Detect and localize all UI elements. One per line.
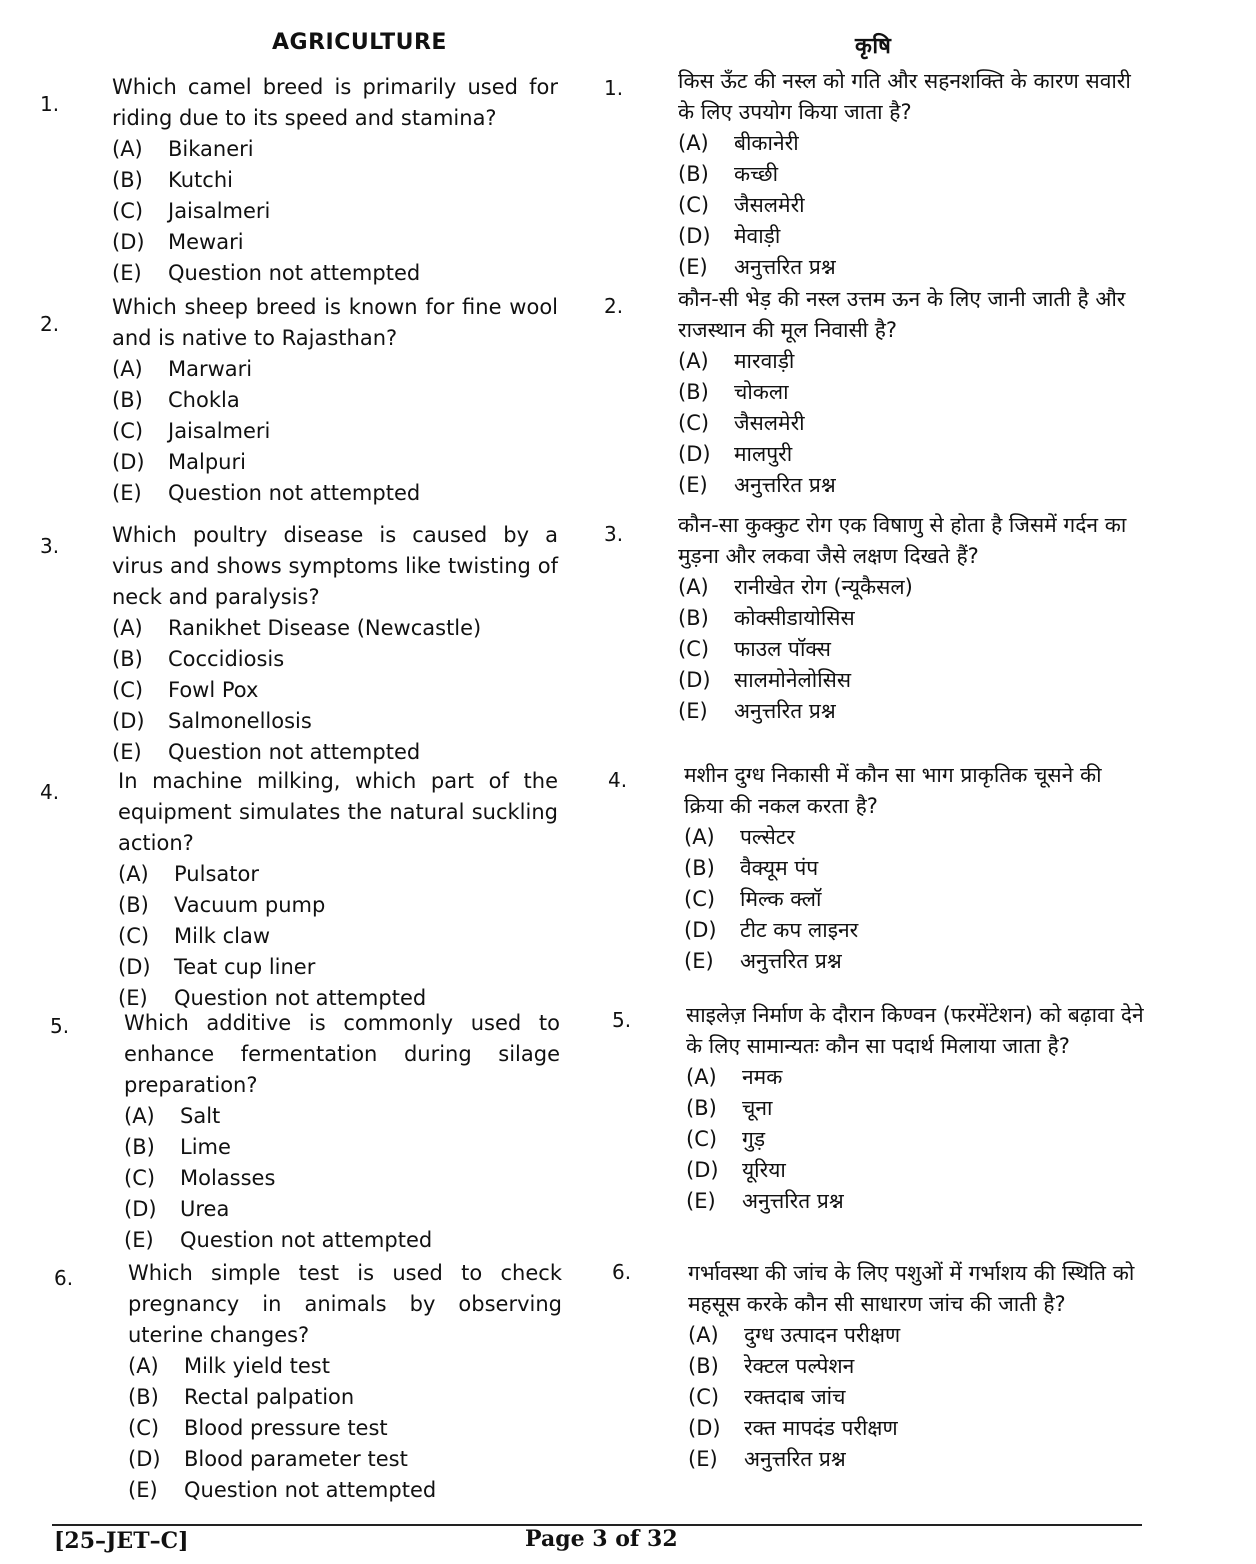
option-a: (A) Milk yield test xyxy=(128,1354,330,1378)
question-text: Which additive is commonly used to enhance fermentation during silage preparation? xyxy=(124,1011,560,1097)
option-b: (B) Kutchi xyxy=(112,168,233,192)
option-e: (E) Question not attempted xyxy=(118,986,427,1010)
option-e: (E) अनुत्तरित प्रश्न xyxy=(678,699,836,723)
option-d: (D) Mewari xyxy=(112,230,244,254)
option-c: (C) रक्तदाब जांच xyxy=(688,1385,846,1409)
option-e: (E) Question not attempted xyxy=(128,1478,437,1502)
option-b: (B) Rectal palpation xyxy=(128,1385,355,1409)
question-text: साइलेज़ निर्माण के दौरान किण्वन (फरमेंटेशन) को बढ़ावा देने के लिए सामान्यतः कौन सा पदार्थ मिलाया जाता है? xyxy=(686,1003,1144,1058)
question-number: 1. xyxy=(40,92,60,116)
question-body xyxy=(678,284,1138,501)
question-number: 4. xyxy=(40,780,60,804)
option-a: (A) Marwari xyxy=(112,357,253,381)
option-c: (C) जैसलमेरी xyxy=(678,411,805,435)
option-e: (E) Question not attempted xyxy=(112,261,421,285)
question-text: Which poultry disease is caused by a virus and shows symptoms like twisting of neck and paralysis? xyxy=(112,523,558,609)
option-a: (A) रानीखेत रोग (न्यूकैसल) xyxy=(678,575,913,599)
option-b: (B) चूना xyxy=(686,1096,773,1120)
question-number: 2. xyxy=(604,294,624,318)
option-d: (D) Malpuri xyxy=(112,450,246,474)
english-heading: AGRICULTURE xyxy=(272,30,447,55)
question-text: कौन-सा कुक्कुट रोग एक विषाणु से होता है जिसमें गर्दन का मुड़ना और लकवा जैसे लक्षण दिखते हैं? xyxy=(678,513,1127,568)
option-c: (C) मिल्क क्लॉ xyxy=(684,887,822,911)
option-c: (C) Milk claw xyxy=(118,924,271,948)
option-b: (B) Vacuum pump xyxy=(118,893,326,917)
option-c: (C) फाउल पॉक्स xyxy=(678,637,831,661)
option-b: (B) कच्छी xyxy=(678,162,779,186)
option-d: (D) मेवाड़ी xyxy=(678,224,781,248)
option-e: (E) अनुत्तरित प्रश्न xyxy=(686,1189,844,1213)
option-b: (B) कोक्सीडायोसिस xyxy=(678,606,855,630)
option-a: (A) Salt xyxy=(124,1104,221,1128)
option-e: (E) अनुत्तरित प्रश्न xyxy=(684,949,842,973)
option-b: (B) वैक्यूम पंप xyxy=(684,856,819,880)
option-a: (A) मारवाड़ी xyxy=(678,349,795,373)
question-body xyxy=(684,760,1144,977)
option-b: (B) Coccidiosis xyxy=(112,647,285,671)
option-a: (A) नमक xyxy=(686,1065,783,1089)
option-b: (B) रेक्टल पल्पेशन xyxy=(688,1354,855,1378)
option-d: (D) यूरिया xyxy=(686,1158,786,1182)
option-b: (B) Chokla xyxy=(112,388,240,412)
question-text: Which sheep breed is known for fine wool and is native to Rajasthan? xyxy=(112,295,558,350)
page-number: Page 3 of 32 xyxy=(525,1526,678,1552)
question-body xyxy=(124,1008,560,1256)
option-a: (A) दुग्ध उत्पादन परीक्षण xyxy=(688,1323,901,1347)
option-d: (D) मालपुरी xyxy=(678,442,793,466)
option-a: (A) Bikaneri xyxy=(112,137,254,161)
option-c: (C) Jaisalmeri xyxy=(112,419,271,443)
option-c: (C) गुड़ xyxy=(686,1127,766,1151)
question-number: 2. xyxy=(40,312,60,336)
question-number: 6. xyxy=(612,1260,632,1284)
question-number: 1. xyxy=(604,76,624,100)
option-d: (D) सालमोनेलोसिस xyxy=(678,668,852,692)
question-body xyxy=(118,766,558,1014)
option-e: (E) Question not attempted xyxy=(112,481,421,505)
option-a: (A) पल्सेटर xyxy=(684,825,796,849)
option-c: (C) जैसलमेरी xyxy=(678,193,805,217)
option-e: (E) Question not attempted xyxy=(124,1228,433,1252)
option-d: (D) रक्त मापदंड परीक्षण xyxy=(688,1416,898,1440)
option-d: (D) Urea xyxy=(124,1197,230,1221)
option-d: (D) Blood parameter test xyxy=(128,1447,408,1471)
question-text: Which simple test is used to check pregnancy in animals by observing uterine changes? xyxy=(128,1261,562,1347)
question-body xyxy=(678,510,1138,727)
question-number: 5. xyxy=(612,1008,632,1032)
option-a: (A) Pulsator xyxy=(118,862,259,886)
question-body xyxy=(112,72,558,289)
question-number: 3. xyxy=(40,534,60,558)
question-body xyxy=(678,66,1138,283)
option-a: (A) बीकानेरी xyxy=(678,131,799,155)
question-body xyxy=(688,1258,1148,1475)
option-e: (E) अनुत्तरित प्रश्न xyxy=(678,255,836,279)
option-e: (E) अनुत्तरित प्रश्न xyxy=(678,473,836,497)
question-body xyxy=(112,520,558,768)
option-b: (B) चोकला xyxy=(678,380,789,404)
option-c: (C) Fowl Pox xyxy=(112,678,259,702)
hindi-heading: कृषि xyxy=(855,34,892,59)
paper-code: [25–JET–C] xyxy=(54,1528,189,1554)
option-c: (C) Jaisalmeri xyxy=(112,199,271,223)
option-b: (B) Lime xyxy=(124,1135,231,1159)
option-d: (D) Teat cup liner xyxy=(118,955,316,979)
option-e: (E) Question not attempted xyxy=(112,740,421,764)
question-text: कौन-सी भेड़ की नस्ल उत्तम ऊन के लिए जानी जाती है और राजस्थान की मूल निवासी है? xyxy=(678,287,1126,342)
question-body xyxy=(112,292,558,509)
question-text: In machine milking, which part of the equipment simulates the natural suckling action? xyxy=(118,769,558,855)
question-text: मशीन दुग्ध निकासी में कौन सा भाग प्राकृतिक चूसने की क्रिया की नकल करता है? xyxy=(684,763,1102,818)
question-number: 5. xyxy=(50,1014,70,1038)
question-text: Which camel breed is primarily used for riding due to its speed and stamina? xyxy=(112,75,558,130)
question-body xyxy=(128,1258,562,1506)
option-e: (E) अनुत्तरित प्रश्न xyxy=(688,1447,846,1471)
option-d: (D) टीट कप लाइनर xyxy=(684,918,859,942)
question-text: गर्भावस्था की जांच के लिए पशुओं में गर्भाशय की स्थिति को महसूस करके कौन सी साधारण जांच की जाती है? xyxy=(688,1261,1135,1316)
question-text: किस ऊँट की नस्ल को गति और सहनशक्ति के कारण सवारी के लिए उपयोग किया जाता है? xyxy=(678,69,1131,124)
question-body xyxy=(686,1000,1146,1217)
option-c: (C) Blood pressure test xyxy=(128,1416,388,1440)
option-d: (D) Salmonellosis xyxy=(112,709,312,733)
question-number: 4. xyxy=(608,768,628,792)
question-number: 6. xyxy=(54,1266,74,1290)
option-a: (A) Ranikhet Disease (Newcastle) xyxy=(112,616,482,640)
option-c: (C) Molasses xyxy=(124,1166,276,1190)
question-number: 3. xyxy=(604,522,624,546)
